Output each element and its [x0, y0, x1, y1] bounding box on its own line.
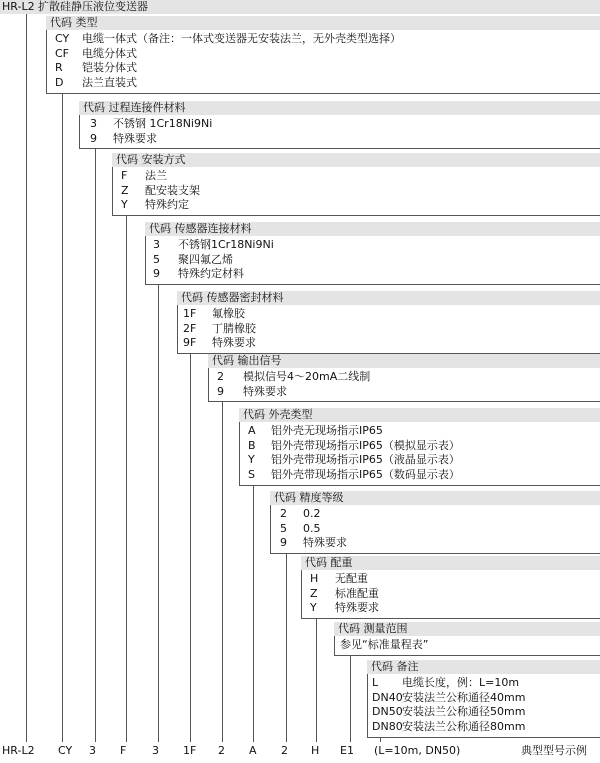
drop-line	[95, 148, 96, 742]
option-description: 特殊要求	[243, 384, 287, 398]
bracket-line	[301, 570, 302, 618]
option-description: 参见“标准量程表”	[340, 638, 429, 651]
bracket-line	[46, 30, 47, 93]
example-code: 2	[281, 744, 288, 757]
option-code: L	[372, 676, 379, 689]
option-description: 铝外壳带现场指示IP65（数码显示表）	[271, 468, 460, 482]
option-code: 9	[217, 384, 224, 398]
option-description: 不锈钢1Cr18Ni9Ni	[178, 238, 274, 251]
option-description: 铝外壳带现场指示IP65（液晶显示表）	[271, 453, 460, 467]
option-code: 5	[280, 521, 287, 535]
group-header: 代码 类型	[50, 16, 98, 29]
option-code: DN50	[372, 705, 403, 719]
drop-line	[286, 553, 287, 742]
bracket-line	[239, 422, 240, 485]
option-description: 氟橡胶	[212, 307, 245, 320]
option-code: S	[248, 468, 255, 482]
example-code: 3	[152, 744, 159, 757]
group-header: 代码 传感器密封材料	[181, 291, 284, 304]
option-code: D	[55, 76, 64, 90]
option-code: 5	[153, 252, 160, 266]
bracket-line	[208, 368, 209, 401]
option-description: 模拟信号4～20mA二线制	[243, 370, 371, 383]
bracket-line	[270, 553, 600, 554]
option-description: 安装法兰公称通径40mm	[402, 690, 526, 704]
drop-line	[158, 284, 159, 742]
option-description: 0.2	[303, 507, 321, 520]
bracket-line	[208, 401, 600, 402]
option-description: 特殊要求	[335, 601, 379, 615]
option-code: Y	[310, 601, 317, 615]
option-code: 3	[153, 238, 160, 251]
bracket-line	[79, 148, 600, 149]
option-code: Z	[121, 183, 129, 197]
bracket-line	[367, 674, 368, 737]
group-header: 代码 测量范围	[338, 622, 408, 635]
example-code: (L=10m, DN50)	[374, 744, 461, 757]
option-description: 安装法兰公称通径80mm	[402, 720, 526, 734]
option-code: Y	[121, 198, 128, 212]
option-description: 无配重	[335, 572, 368, 585]
option-description: 法兰	[145, 169, 167, 182]
option-description: 特殊要求	[113, 131, 157, 145]
example-code: HR-L2	[2, 744, 35, 757]
group-header: 代码 输出信号	[212, 354, 282, 367]
option-code: CY	[55, 32, 70, 45]
bracket-line	[177, 305, 178, 353]
bracket-line	[145, 236, 146, 284]
drop-line	[316, 618, 317, 742]
option-description: 聚四氟乙烯	[178, 252, 233, 266]
group-header: 代码 外壳类型	[243, 408, 313, 421]
bracket-line	[334, 655, 600, 656]
example-code: 1F	[183, 744, 197, 757]
drop-line	[190, 353, 191, 742]
option-description: 铝外壳带现场指示IP65（模拟显示表）	[271, 438, 460, 452]
example-label: 典型型号示例	[521, 744, 587, 757]
option-code: Y	[248, 453, 255, 467]
option-description: 法兰直装式	[82, 76, 137, 90]
example-code: A	[249, 744, 257, 757]
drop-line	[62, 93, 63, 742]
bracket-line	[79, 115, 80, 148]
example-code: F	[120, 744, 127, 757]
option-description: 特殊要求	[212, 336, 256, 350]
option-code: 3	[90, 117, 97, 130]
drop-line	[350, 655, 351, 742]
group-header: 代码 备注	[371, 660, 419, 673]
option-code: A	[248, 424, 256, 437]
option-code: F	[121, 169, 128, 182]
bracket-line	[270, 505, 271, 553]
drop-line	[222, 401, 223, 742]
drop-line	[253, 485, 254, 742]
option-description: 铠装分体式	[82, 61, 137, 75]
option-description: 铝外壳无现场指示IP65	[271, 424, 383, 437]
option-description: 0.5	[303, 521, 321, 535]
document-title: HR-L2 扩散硅静压液位变送器	[2, 0, 149, 13]
option-code: 9	[153, 267, 160, 281]
option-code: 2	[280, 507, 287, 520]
option-code: DN40	[372, 690, 403, 704]
option-description: 特殊要求	[303, 536, 347, 550]
option-description: 丁腈橡胶	[212, 321, 256, 335]
option-code: B	[248, 438, 256, 452]
group-header-bar	[46, 16, 600, 30]
option-code: 9	[280, 536, 287, 550]
option-description: 不锈钢 1Cr18Ni9Ni	[113, 117, 213, 130]
drop-line	[380, 737, 381, 742]
group-header: 代码 精度等级	[274, 491, 344, 504]
bracket-line	[112, 215, 600, 216]
option-code: H	[310, 572, 319, 585]
example-code: 3	[89, 744, 96, 757]
bracket-line	[112, 167, 113, 215]
option-code: 1F	[183, 307, 197, 320]
option-code: Z	[310, 586, 318, 600]
drop-line	[126, 215, 127, 742]
example-code: E1	[340, 744, 354, 757]
group-header: 代码 安装方式	[116, 153, 186, 166]
group-header: 代码 配重	[305, 556, 353, 569]
group-header: 代码 过程连接件材料	[83, 101, 186, 114]
option-code: CF	[55, 46, 70, 60]
bracket-line	[239, 485, 600, 486]
example-code: H	[311, 744, 320, 757]
option-description: 配安装支架	[145, 183, 200, 197]
bracket-line	[301, 618, 600, 619]
drop-line	[26, 14, 27, 742]
option-description: 电缆一体式（备注：一体式变送器无安装法兰，无外壳类型选择）	[82, 32, 401, 45]
bracket-line	[334, 636, 335, 655]
bracket-line	[46, 93, 600, 94]
example-code: CY	[58, 744, 73, 757]
option-description: 特殊约定	[145, 198, 189, 212]
option-description: 电缆长度，例：L=10m	[402, 676, 520, 689]
example-code: 2	[218, 744, 225, 757]
bracket-line	[367, 737, 600, 738]
option-code: 2F	[183, 321, 197, 335]
option-code: R	[55, 61, 63, 75]
option-code: 2	[217, 370, 224, 383]
group-header: 代码 传感器连接材料	[149, 222, 252, 235]
option-code: 9	[90, 131, 97, 145]
option-code: 9F	[183, 336, 197, 350]
option-description: 标准配重	[335, 586, 379, 600]
option-description: 安装法兰公称通径50mm	[402, 705, 526, 719]
bracket-line	[145, 284, 600, 285]
option-description: 电缆分体式	[82, 46, 137, 60]
option-code: DN80	[372, 720, 403, 734]
option-description: 特殊约定材料	[178, 267, 244, 281]
